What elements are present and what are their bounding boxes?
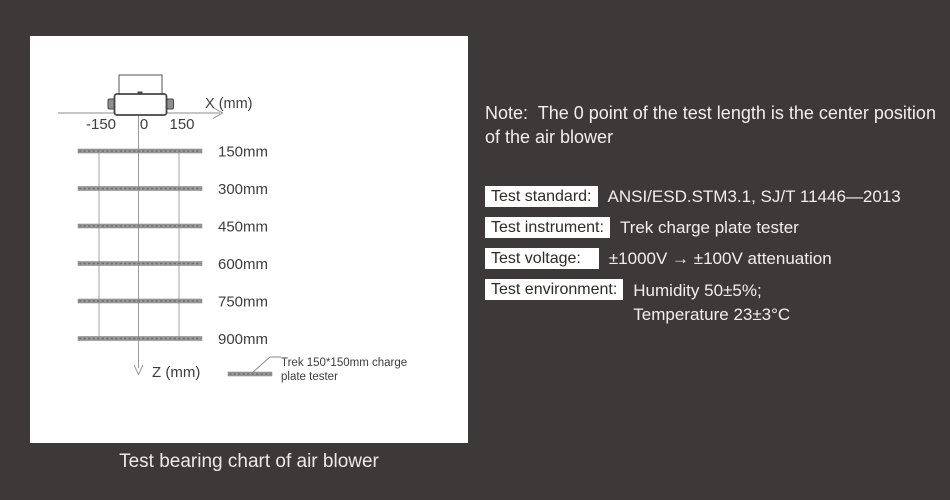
diagram-caption: Test bearing chart of air blower xyxy=(119,451,379,472)
spec-value-line: Humidity 50±5%; xyxy=(633,280,762,300)
spec-value xyxy=(633,279,790,327)
spec-label-chip: Test environment: xyxy=(485,279,623,300)
spec-row-test-voltage xyxy=(485,248,937,269)
spec-row-test-standard xyxy=(485,186,937,207)
spec-value: Trek charge plate tester xyxy=(619,217,799,237)
spec-row-test-instrument xyxy=(485,217,937,238)
distance-label: 750mm xyxy=(218,293,269,311)
air-blower-test-diagram xyxy=(30,36,468,443)
note-text: Note: The 0 point of the test length is the center position of the air blower xyxy=(485,103,936,148)
x-tick: -150 xyxy=(85,116,117,133)
air-blower-icon xyxy=(108,75,174,115)
x-tick: 0 xyxy=(139,116,149,133)
distance-label: 600mm xyxy=(218,256,269,273)
distance-labels xyxy=(218,144,268,349)
legend-text: Trek 150*150mm charge xyxy=(281,357,408,369)
legend-pointer-line xyxy=(252,357,281,373)
z-axis-label: Z (mm) xyxy=(152,364,201,381)
spec-value: ±1000V → ±100V attenuation xyxy=(608,248,832,268)
test-plate-bars xyxy=(78,149,202,341)
diagram-panel xyxy=(30,36,468,443)
spec-label-chip: Test voltage: xyxy=(485,248,599,269)
spec-row-test-environment xyxy=(485,279,937,327)
legend xyxy=(228,357,407,383)
distance-label: 900mm xyxy=(218,331,269,348)
z-axis xyxy=(134,364,200,381)
info-column xyxy=(485,101,937,337)
distance-label: 150mm xyxy=(218,143,269,161)
legend-text: plate tester xyxy=(281,371,338,383)
spec-value-line: Temperature 23±3°C xyxy=(633,304,791,324)
spec-label-chip: Test standard: xyxy=(485,186,598,207)
x-axis-label: X (mm) xyxy=(205,96,253,112)
x-tick: 150 xyxy=(169,116,195,133)
spec-label-chip: Test instrument: xyxy=(485,217,610,238)
spec-value: ANSI/ESD.STM3.1, SJ/T 11446—2013 xyxy=(607,186,901,206)
distance-label: 300mm xyxy=(218,181,269,198)
distance-label: 450mm xyxy=(218,218,269,236)
